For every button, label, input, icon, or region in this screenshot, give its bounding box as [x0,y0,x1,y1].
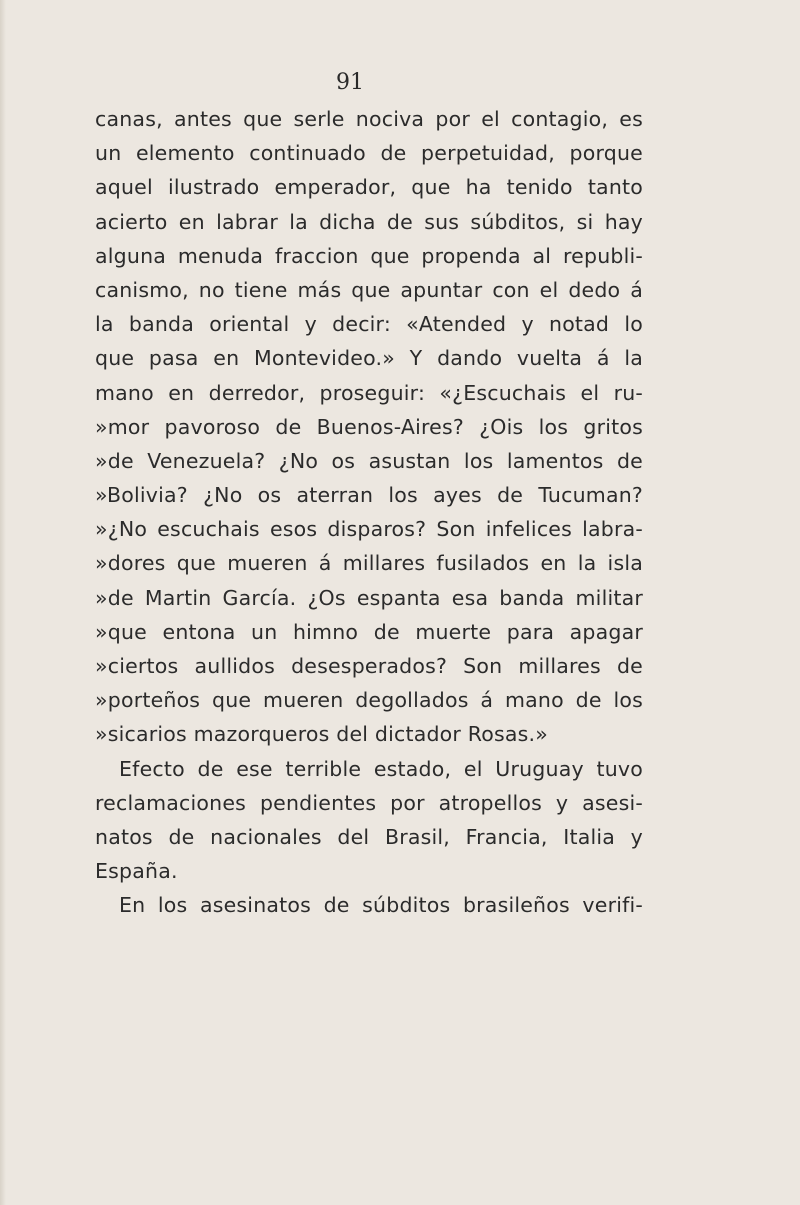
text-line: »que entona un himno de muerte para apagar [95,619,643,644]
text-line: canas, antes que serle nociva por el contagio, es [95,107,643,131]
text-line: natos de nacionales del Brasil, Francia, Italia y [95,824,643,849]
text-line: »de Venezuela? ¿No os asustan los lamentos de [95,448,643,473]
text-line: »¿No escuchais esos disparos? Son infelices labra- [95,517,643,542]
text-line: aquel ilustrado emperador, que ha tenido tanto [95,175,643,200]
page-edge [0,0,6,1205]
text-line: reclamaciones pendientes por atropellos y asesi- [95,790,643,815]
text-line: España. [95,859,178,884]
text-line: »Bolivia? ¿No os aterran los ayes de Tucuman? [95,483,643,508]
text-line: »ciertos aullidos desesperados? Son millares de [95,654,643,678]
text-line: alguna menuda fraccion que propenda al republi- [95,243,643,268]
text-line: que pasa en Montevideo.» Y dando vuelta á la [95,346,643,371]
page-number: 91 [336,70,364,95]
body-text [95,102,643,923]
text-line: acierto en labrar la dicha de sus súbditos, si hay [95,209,643,234]
text-line: »sicarios mazorqueros del dictador Rosas.» [95,722,549,747]
text-line: canismo, no tiene más que apuntar con el dedo á [95,277,643,302]
paragraph-start-line: Efecto de ese terrible estado, el Uruguay tuvo [119,756,643,781]
text-line: »porteños que mueren degollados á mano de los [95,688,643,713]
text-line: »de Martin García. ¿Os espanta esa banda militar [95,585,643,610]
text-line: la banda oriental y decir: «Atended y notad lo [95,312,643,337]
text-line: »mor pavoroso de Buenos-Aires? ¿Ois los gritos [95,414,643,439]
text-line: un elemento continuado de perpetuidad, porque [95,141,643,166]
paragraph-start-line: En los asesinatos de súbditos brasileños verifi- [119,893,643,918]
text-line: »dores que mueren á millares fusilados en la isla [95,551,643,576]
text-line: mano en derredor, proseguir: «¿Escuchais el ru- [95,380,643,405]
